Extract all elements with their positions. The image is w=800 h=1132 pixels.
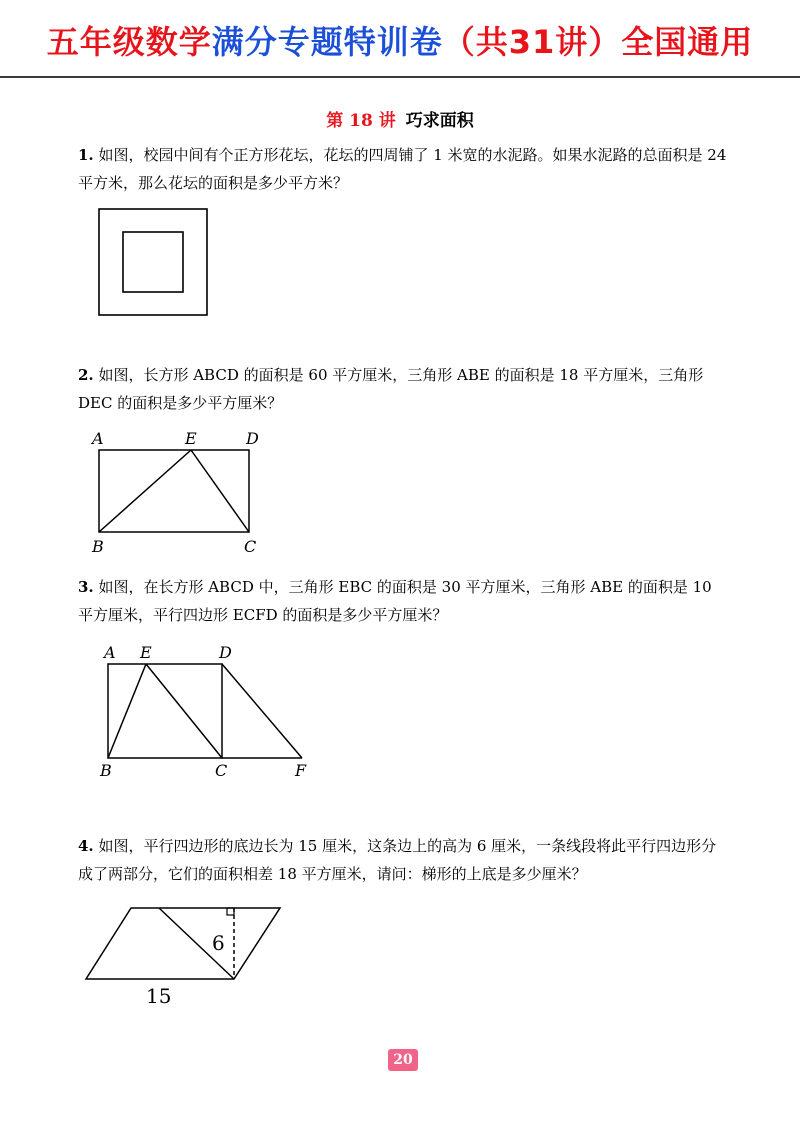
segment-ec — [146, 664, 222, 758]
segment-df — [222, 664, 302, 758]
right-angle-mark — [227, 908, 234, 915]
label-c: C — [215, 761, 228, 778]
rectangle-abcd — [108, 664, 222, 758]
label-e: E — [185, 429, 197, 448]
label-a: A — [92, 429, 104, 448]
inner-square — [123, 232, 183, 292]
question-4-number: 4. — [78, 837, 94, 855]
question-4-text: 如图，平行四边形的底边长为 15 厘米，这条边上的高为 6 厘米，一条线段将此平行四边形分成了两部分，它们的面积相差 18 平方厘米，请问：梯形的上底是多少厘米？ — [78, 837, 717, 883]
label-a: A — [104, 643, 116, 662]
lesson-number: 第 18 讲 — [326, 111, 396, 131]
label-b: B — [92, 537, 104, 556]
banner-part-grade: 五年级数学 — [46, 23, 212, 61]
figure-square-flowerbed — [98, 208, 210, 318]
label-d: D — [246, 429, 259, 448]
outer-square — [99, 209, 207, 315]
segment-ec — [191, 450, 249, 532]
question-1-text: 如图，校园中间有个正方形花坛，花坛的四周铺了 1 米宽的水泥路。如果水泥路的总面积是 24 平方米，那么花坛的面积是多少平方米？ — [78, 146, 727, 192]
lesson-heading — [0, 106, 800, 131]
lesson-title: 巧求面积 — [405, 111, 474, 131]
base-label: 15 — [146, 984, 172, 1008]
figure-parallelogram-trapezoid — [84, 902, 288, 1008]
label-b: B — [100, 761, 112, 778]
label-e: E — [140, 643, 152, 662]
question-4 — [78, 832, 730, 888]
banner-part-title: 满分专题特训卷 — [211, 23, 443, 61]
question-1 — [78, 141, 730, 197]
question-2-text: 如图，长方形 ABCD 的面积是 60 平方厘米，三角形 ABE 的面积是 18 平方厘米，三角形 DEC 的面积是多少平方厘米？ — [78, 366, 704, 412]
figure-rectangle-parallelogram — [96, 642, 318, 778]
header-divider — [0, 76, 800, 78]
parallelogram — [86, 908, 280, 979]
banner-part-series: （共31讲）全国通用 — [442, 23, 754, 61]
question-3-number: 3. — [78, 578, 94, 596]
page-number-badge: 20 — [388, 1049, 418, 1071]
question-3-text: 如图，在长方形 ABCD 中，三角形 EBC 的面积是 30 平方厘米，三角形 ABE 的面积是 10 平方厘米，平行四边形 ECFD 的面积是多少平方厘米？ — [78, 578, 712, 624]
height-label: 6 — [212, 931, 225, 955]
segment-be — [99, 450, 191, 532]
question-1-number: 1. — [78, 146, 94, 164]
figure-rectangle-abcd — [88, 428, 268, 556]
question-2 — [78, 361, 730, 417]
rectangle-abcd — [99, 450, 249, 532]
segment-be — [108, 664, 146, 758]
question-2-number: 2. — [78, 366, 94, 384]
label-f: F — [295, 761, 307, 778]
label-d: D — [219, 643, 232, 662]
question-3 — [78, 573, 730, 629]
document-banner-title — [0, 22, 800, 62]
label-c: C — [244, 537, 257, 556]
